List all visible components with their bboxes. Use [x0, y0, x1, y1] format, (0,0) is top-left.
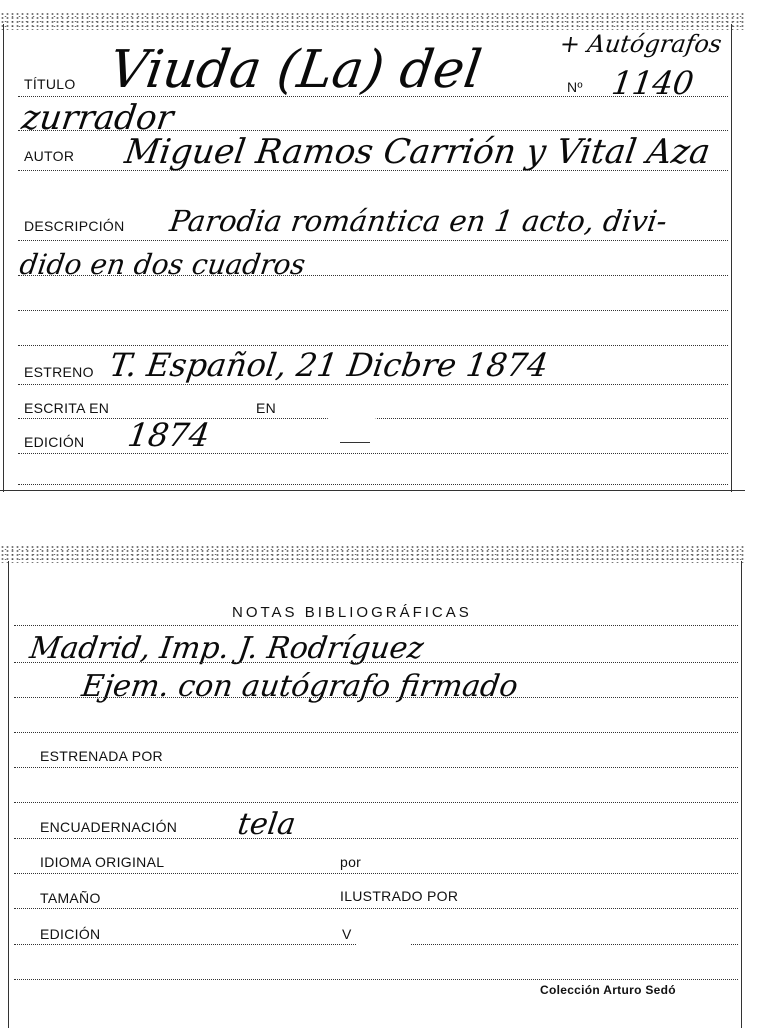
- numero-value: 1140: [609, 64, 697, 102]
- line-notas-1: [14, 625, 738, 626]
- coleccion-label: Colección Arturo Sedó: [540, 983, 676, 997]
- edicion2-label: EDICIÓN: [40, 926, 101, 942]
- line-titulo-2: [18, 130, 728, 131]
- notas-heading: NOTAS BIBLIOGRÁFICAS: [232, 604, 472, 621]
- estreno-value: T. Español, 21 Dicbre 1874: [107, 346, 551, 384]
- line-notas-2: [14, 662, 738, 663]
- smudge-2: [356, 923, 410, 973]
- idioma-label: IDIOMA ORIGINAL: [40, 854, 165, 870]
- v-label: V: [342, 926, 352, 942]
- line-desc-2: [18, 275, 728, 276]
- card2-left-edge: [8, 561, 9, 1028]
- estreno-label: ESTRENO: [24, 364, 94, 380]
- note-autografos: + Autógrafos: [558, 30, 724, 58]
- notas-line-2: Ejem. con autógrafo firmado: [79, 669, 521, 704]
- encuadernacion-value: tela: [235, 807, 298, 842]
- numero-label: Nº: [567, 79, 583, 95]
- dash-mark: [340, 442, 370, 443]
- line-notas-4: [14, 732, 738, 733]
- card-left-edge: [3, 24, 4, 492]
- edicion-label: EDICIÓN: [24, 434, 85, 450]
- line-estrenada-2: [14, 802, 738, 803]
- descripcion-value-2: dido en dos cuadros: [17, 248, 308, 281]
- autor-value: Miguel Ramos Carrión y Vital Aza: [122, 132, 713, 172]
- line-estrenada: [14, 767, 738, 768]
- line-tamano: [14, 908, 738, 909]
- line-autor: [18, 170, 728, 171]
- tamano-label: TAMAÑO: [40, 890, 101, 906]
- titulo-value: Viuda (La) del: [105, 40, 486, 100]
- card2-right-edge: [741, 561, 742, 1028]
- descripcion-value: Parodia romántica en 1 acto, divi-: [167, 204, 670, 238]
- catalog-card-top: [0, 0, 745, 492]
- line-titulo: [18, 96, 728, 97]
- en-label: EN: [256, 400, 277, 416]
- torn-edge-top: [0, 12, 745, 30]
- notas-line-1: Madrid, Imp. J. Rodríguez: [27, 631, 426, 666]
- line-bottom: [18, 484, 728, 485]
- line-idioma: [14, 873, 738, 874]
- catalog-card-bottom: [0, 545, 745, 1028]
- descripcion-label: DESCRIPCIÓN: [24, 218, 125, 234]
- smudge: [322, 396, 382, 422]
- line-desc-1: [18, 240, 728, 241]
- line-encuadernacion: [14, 838, 738, 839]
- ilustrado-label: ILUSTRADO POR: [340, 888, 459, 904]
- card-bottom-edge: [0, 490, 745, 491]
- autor-label: AUTOR: [24, 148, 75, 164]
- line-notas-3: [14, 697, 738, 698]
- titulo-label: TÍTULO: [24, 76, 76, 92]
- line-edicion: [18, 453, 728, 454]
- line-estreno: [18, 384, 728, 385]
- torn-edge-bottom: [0, 545, 745, 563]
- escrita-en-label: ESCRITA EN: [24, 400, 110, 416]
- card-right-edge: [731, 24, 732, 492]
- por-label: por: [340, 854, 362, 870]
- line-bottom2: [14, 979, 738, 980]
- edicion-value: 1874: [125, 416, 213, 454]
- estrenada-label: ESTRENADA POR: [40, 748, 163, 764]
- encuadernacion-label: ENCUADERNACIÓN: [40, 819, 178, 835]
- line-desc-3: [18, 310, 728, 311]
- titulo-value-2: zurrador: [19, 98, 176, 138]
